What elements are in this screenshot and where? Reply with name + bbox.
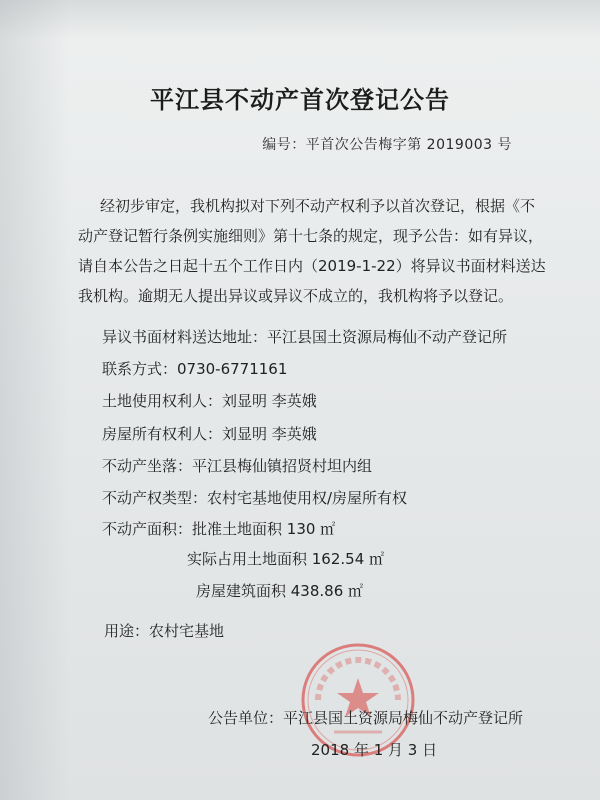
page-shadow-left bbox=[0, 0, 70, 800]
actual-land-area: 实际占用土地面积 162.54 ㎡ bbox=[187, 550, 385, 568]
page-shadow-top bbox=[0, 0, 600, 40]
issuing-unit: 公告单位：平江县国土资源局梅仙不动产登记所 bbox=[208, 709, 524, 727]
issue-date: 2018 年 1 月 3 日 bbox=[311, 741, 438, 759]
intro-line: 请自本公告之日起十五个工作日内（2019-1-22）将异议书面材料送达 bbox=[78, 257, 546, 275]
property-location: 不动产坐落：平江县梅仙镇招贤村坦内组 bbox=[102, 457, 373, 475]
intro-paragraph bbox=[78, 191, 546, 311]
building-area: 房屋建筑面积 438.86 ㎡ bbox=[196, 582, 364, 600]
intro-line: 经初步审定，我机构拟对下列不动产权利予以首次登记，根据《不 bbox=[100, 197, 536, 215]
land-use-right-holders: 土地使用权利人：刘显明 李英娥 bbox=[102, 392, 317, 410]
contact-info: 联系方式：0730-6771161 bbox=[102, 360, 288, 378]
house-ownership-holders: 房屋所有权利人：刘显明 李英娥 bbox=[102, 425, 317, 443]
intro-line: 动产登记暂行条例实施细则》第十七条的规定，现予公告：如有异议， bbox=[78, 227, 544, 245]
document-number: 编号：平首次公告梅字第 2019003 号 bbox=[262, 137, 512, 153]
announcement-title: 平江县不动产首次登记公告 bbox=[150, 86, 450, 114]
approved-land-area: 不动产面积：批准土地面积 130 ㎡ bbox=[102, 520, 336, 538]
objection-address: 异议书面材料送达地址：平江县国土资源局梅仙不动产登记所 bbox=[102, 328, 508, 346]
property-right-type: 不动产权类型：农村宅基地使用权/房屋所有权 bbox=[102, 489, 408, 507]
intro-line: 我机构。逾期无人提出异议或异议不成立的，我机构将予以登记。 bbox=[78, 287, 514, 305]
property-usage: 用途：农村宅基地 bbox=[104, 622, 225, 640]
